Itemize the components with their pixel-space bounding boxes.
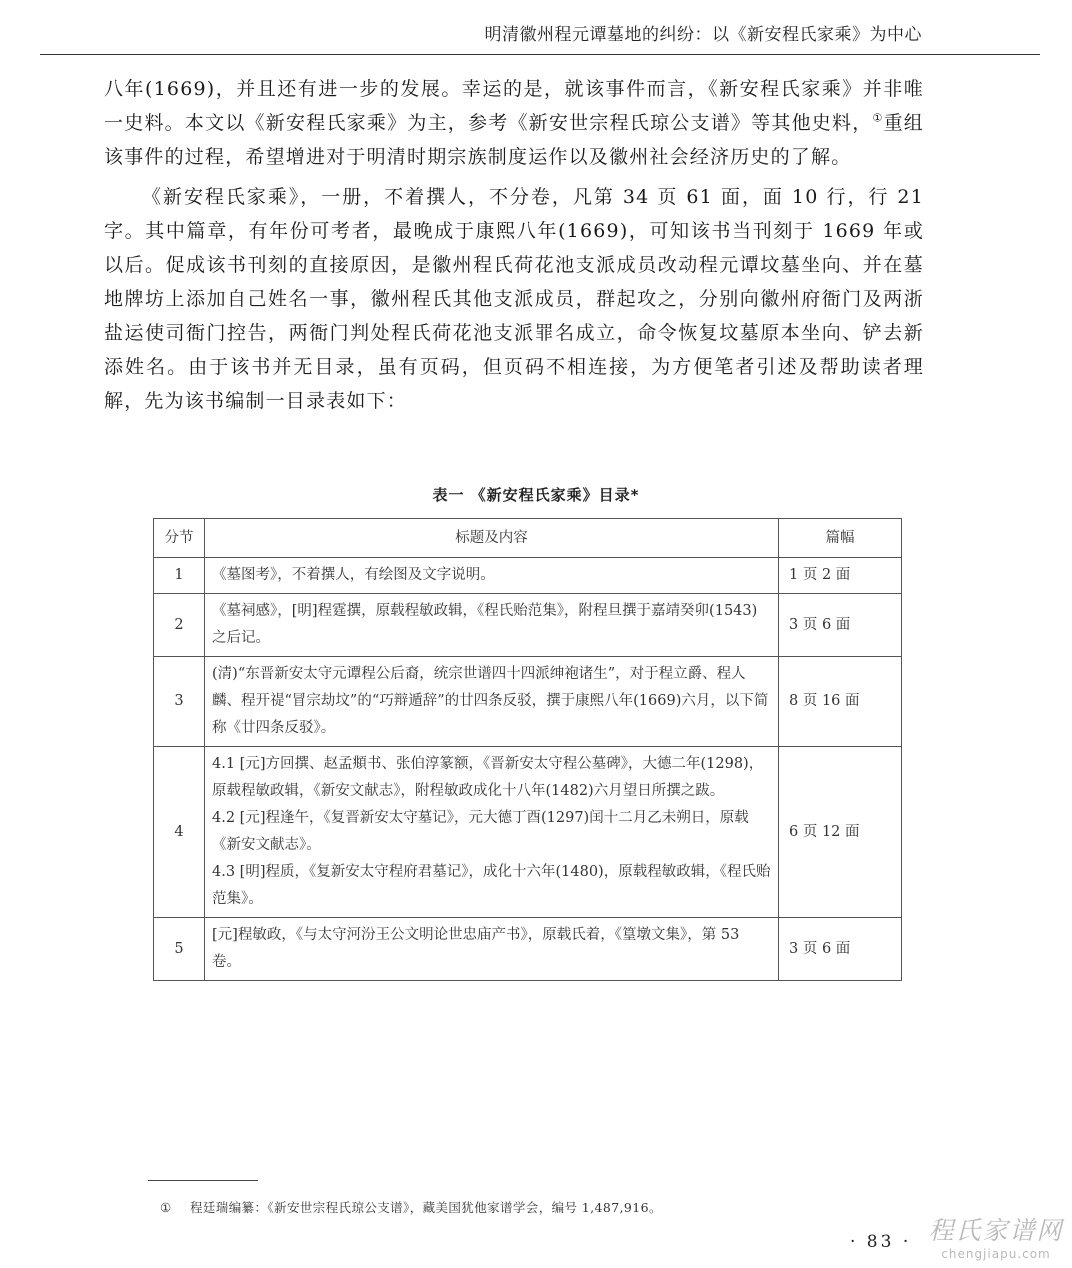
table-row bbox=[154, 558, 902, 594]
row-title-line: 4.3 [明]程质，《复新安太守程府君墓记》，成化十六年(1480)，原载程敏政辑，《程氏贻范集》。 bbox=[212, 864, 771, 907]
row-size: 8 页 16 面 bbox=[779, 657, 902, 747]
page-number: · 83 · bbox=[850, 1232, 912, 1252]
footnote-reference[interactable]: ① bbox=[872, 111, 884, 125]
row-title bbox=[205, 657, 779, 747]
row-title bbox=[205, 558, 779, 594]
table-row bbox=[154, 657, 902, 747]
row-title-line: 4.1 [元]方回撰、赵孟頫书、张伯淳篆额，《晋新安太守程公墓碑》，大德二年(1298)，原载程敏政辑，《新安文献志》，附程敏政成化十八年(1482)六月望日所撰之跋。 bbox=[212, 756, 764, 799]
paragraph-1-part-a: 八年(1669)，并且还有进一步的发展。幸运的是，就该事件而言，《新安程氏家乘》并非唯一史料。本文以《新安程氏家乘》为主，参考《新安世宗程氏琼公支谱》等其他史料， bbox=[104, 78, 924, 134]
footnote-rule bbox=[148, 1180, 258, 1181]
row-title-line: 《墓祠感》，[明]程霆撰，原载程敏政辑，《程氏贻范集》，附程旦撰于嘉靖癸卯(1543)之后记。 bbox=[212, 603, 758, 646]
watermark-url: chengjiapu.com bbox=[941, 1247, 1051, 1261]
running-head: 明清徽州程元谭墓地的纠纷：以《新安程氏家乘》为中心 bbox=[484, 25, 922, 45]
watermark bbox=[928, 1216, 1064, 1262]
header-section: 分节 bbox=[154, 519, 205, 558]
row-title-line: (清)“东晋新安太守元谭程公后裔，统宗世谱四十四派绅袍诸生”，对于程立爵、程人麟、程开禔“冒宗劫坟”的“巧辩遁辞”的廿四条反驳，撰于康熙八年(1669)六月，以下简称《廿四条反驳》。 bbox=[212, 666, 769, 736]
footnote-text: 程廷瑞编纂：《新安世宗程氏琼公支谱》，藏美国犹他家谱学会，编号 1,487,916。 bbox=[190, 1200, 662, 1215]
paragraph-1 bbox=[104, 72, 924, 174]
table-row bbox=[154, 918, 902, 981]
row-size: 1 页 2 面 bbox=[779, 558, 902, 594]
row-title-line: [元]程敏政，《与太守河汾王公文明论世忠庙产书》，原载氏着，《篁墩文集》，第 53 卷。 bbox=[212, 927, 740, 970]
table-caption: 表一 《新安程氏家乘》目录* bbox=[432, 486, 640, 504]
row-title-line: 4.2 [元]程逢午，《复晋新安太守墓记》，元大德丁酉(1297)闰十二月乙未朔日，原载《新安文献志》。 bbox=[212, 810, 749, 853]
row-section-number: 3 bbox=[154, 657, 205, 747]
table-body bbox=[154, 558, 902, 981]
header-title: 标题及内容 bbox=[205, 519, 779, 558]
row-title-line: 《墓图考》，不着撰人，有绘图及文字说明。 bbox=[212, 567, 495, 583]
toc-table bbox=[153, 518, 902, 981]
paragraph-2: 《新安程氏家乘》，一册，不着撰人，不分卷，凡第 34 页 61 面，面 10 行，行 21 字。其中篇章，有年份可考者，最晚成于康熙八年(1669)，可知该书当刊刻于 1669 年或以后。促成该书刊刻的直接原因，是徽州程氏荷花池支派成员改动程元谭坟墓坐向、并在墓地牌坊上添加自己姓名一事，徽州程氏其他支派成员，群起攻之，分别向徽州府衙门及两浙盐运使司衙门控告，两衙门判处程氏荷花池支派罪名成立，命令恢复坟墓原本坐向、铲去新添姓名。由于该书并无目录，虽有页码，但页码不相连接，为方便笔者引述及帮助读者理解，先为该书编制一目录表如下： bbox=[104, 186, 924, 412]
row-section-number: 2 bbox=[154, 594, 205, 657]
row-title bbox=[205, 918, 779, 981]
row-section-number: 4 bbox=[154, 747, 205, 918]
row-size: 3 页 6 面 bbox=[779, 918, 902, 981]
row-size: 6 页 12 面 bbox=[779, 747, 902, 918]
row-title bbox=[205, 747, 779, 918]
paragraph-1-part-b: 重组该事件的过程，希望增进对于明清时期宗族制度运作以及徽州社会经济历史的了解。 bbox=[104, 112, 925, 168]
table-header-row bbox=[154, 519, 902, 558]
watermark-text: 程氏家谱网 bbox=[928, 1216, 1064, 1245]
table-row bbox=[154, 594, 902, 657]
header-size: 篇幅 bbox=[779, 519, 902, 558]
row-size: 3 页 6 面 bbox=[779, 594, 902, 657]
footnote bbox=[160, 1198, 662, 1216]
body-text bbox=[104, 72, 924, 424]
row-section-number: 1 bbox=[154, 558, 205, 594]
row-section-number: 5 bbox=[154, 918, 205, 981]
table-row bbox=[154, 747, 902, 918]
footnote-mark: ① bbox=[160, 1200, 172, 1215]
row-title bbox=[205, 594, 779, 657]
header-rule bbox=[40, 54, 1040, 55]
